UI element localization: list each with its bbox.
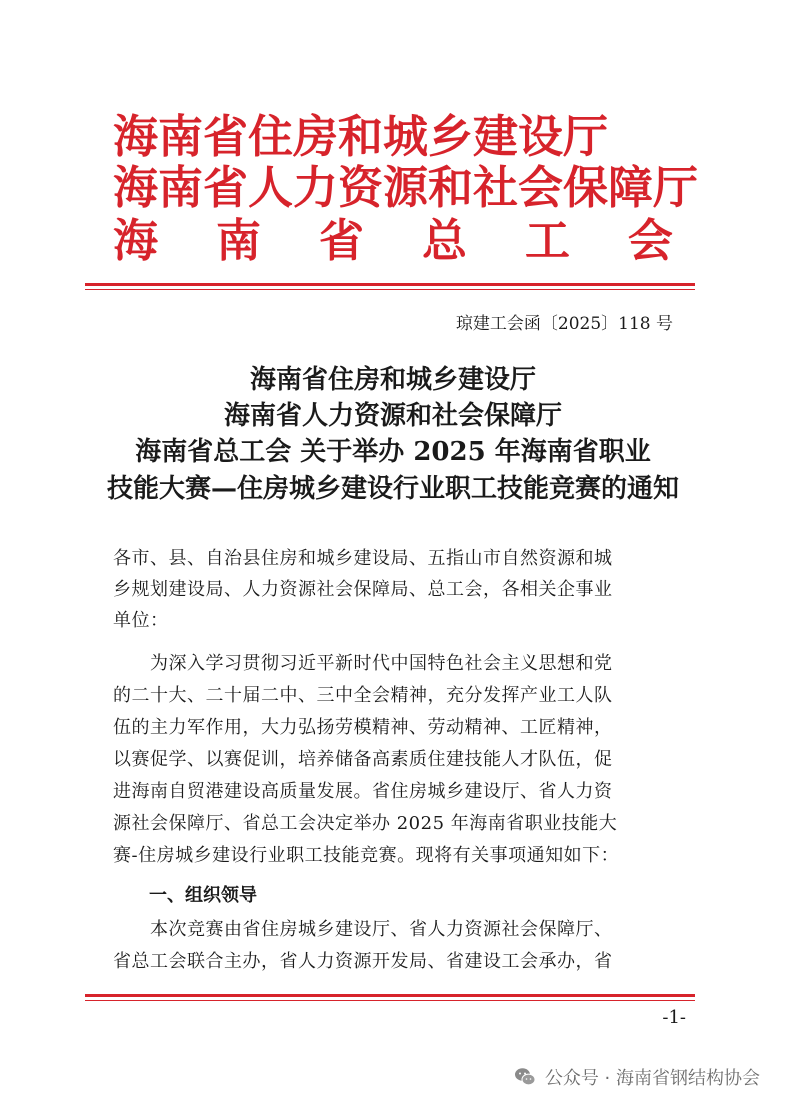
footer-divider-thick bbox=[85, 994, 695, 997]
watermark-text: 公众号 · 海南省钢结构协会 bbox=[544, 1068, 760, 1089]
body-line: 进海南自贸港建设高质量发展。省住房城乡建设厅、省人力资 bbox=[113, 781, 613, 802]
body-line: 的二十大、二十届二中、三中全会精神，充分发挥产业工人队 bbox=[113, 685, 613, 706]
agency-char: 海 bbox=[113, 214, 159, 267]
wechat-icon bbox=[513, 1065, 537, 1089]
body-line: 乡规划建设局、人力资源社会保障局、总工会，各相关企事业 bbox=[113, 579, 613, 600]
title-line: 海南省住房和城乡建设厅 bbox=[249, 365, 536, 395]
title-line: 海南省总工会 关于举办 2025 年海南省职业 bbox=[135, 437, 651, 467]
body-line: 各市、县、自治县住房和城乡建设局、五指山市自然资源和城 bbox=[113, 548, 613, 569]
body-line: 赛-住房城乡建设行业职工技能竞赛。现将有关事项通知如下： bbox=[113, 845, 620, 866]
page-number: -1- bbox=[662, 1007, 686, 1028]
title-line: 海南省人力资源和社会保障厅 bbox=[223, 401, 562, 431]
agency-char: 省 bbox=[318, 214, 364, 267]
header-divider-thick bbox=[85, 283, 695, 286]
agency-char: 会 bbox=[627, 214, 673, 267]
agency-char: 工 bbox=[524, 214, 570, 267]
body-line: 以赛促学、以赛促训，培养储备高素质住建技能人才队伍，促 bbox=[113, 749, 613, 770]
footer-divider-thin bbox=[85, 1000, 695, 1001]
agency-name-housing: 海南省住房和城乡建设厅 bbox=[113, 110, 609, 163]
title-line: 技能大赛—住房城乡建设行业职工技能竞赛的通知 bbox=[106, 474, 679, 504]
body-line: 单位： bbox=[113, 610, 169, 631]
agency-char: 总 bbox=[421, 214, 467, 267]
body-line: 为深入学习贯彻习近平新时代中国特色社会主义思想和党 bbox=[113, 653, 613, 674]
agency-name-hr: 海南省人力资源和社会保障厅 bbox=[113, 161, 699, 214]
agency-char: 南 bbox=[215, 214, 261, 267]
section-heading: 一、组织领导 bbox=[149, 885, 257, 906]
body-line: 源社会保障厅、省总工会决定举办 2025 年海南省职业技能大 bbox=[113, 813, 618, 834]
body-line: 本次竞赛由省住房城乡建设厅、省人力资源社会保障厅、 bbox=[113, 919, 613, 940]
header-divider-thin bbox=[85, 289, 695, 290]
agency-name-union bbox=[113, 216, 673, 266]
body-line: 伍的主力军作用，大力弘扬劳模精神、劳动精神、工匠精神， bbox=[113, 717, 613, 738]
body-line: 省总工会联合主办，省人力资源开发局、省建设工会承办，省 bbox=[113, 951, 613, 972]
watermark bbox=[513, 1064, 760, 1090]
document-number: 琼建工会函〔2025〕118 号 bbox=[455, 314, 673, 334]
